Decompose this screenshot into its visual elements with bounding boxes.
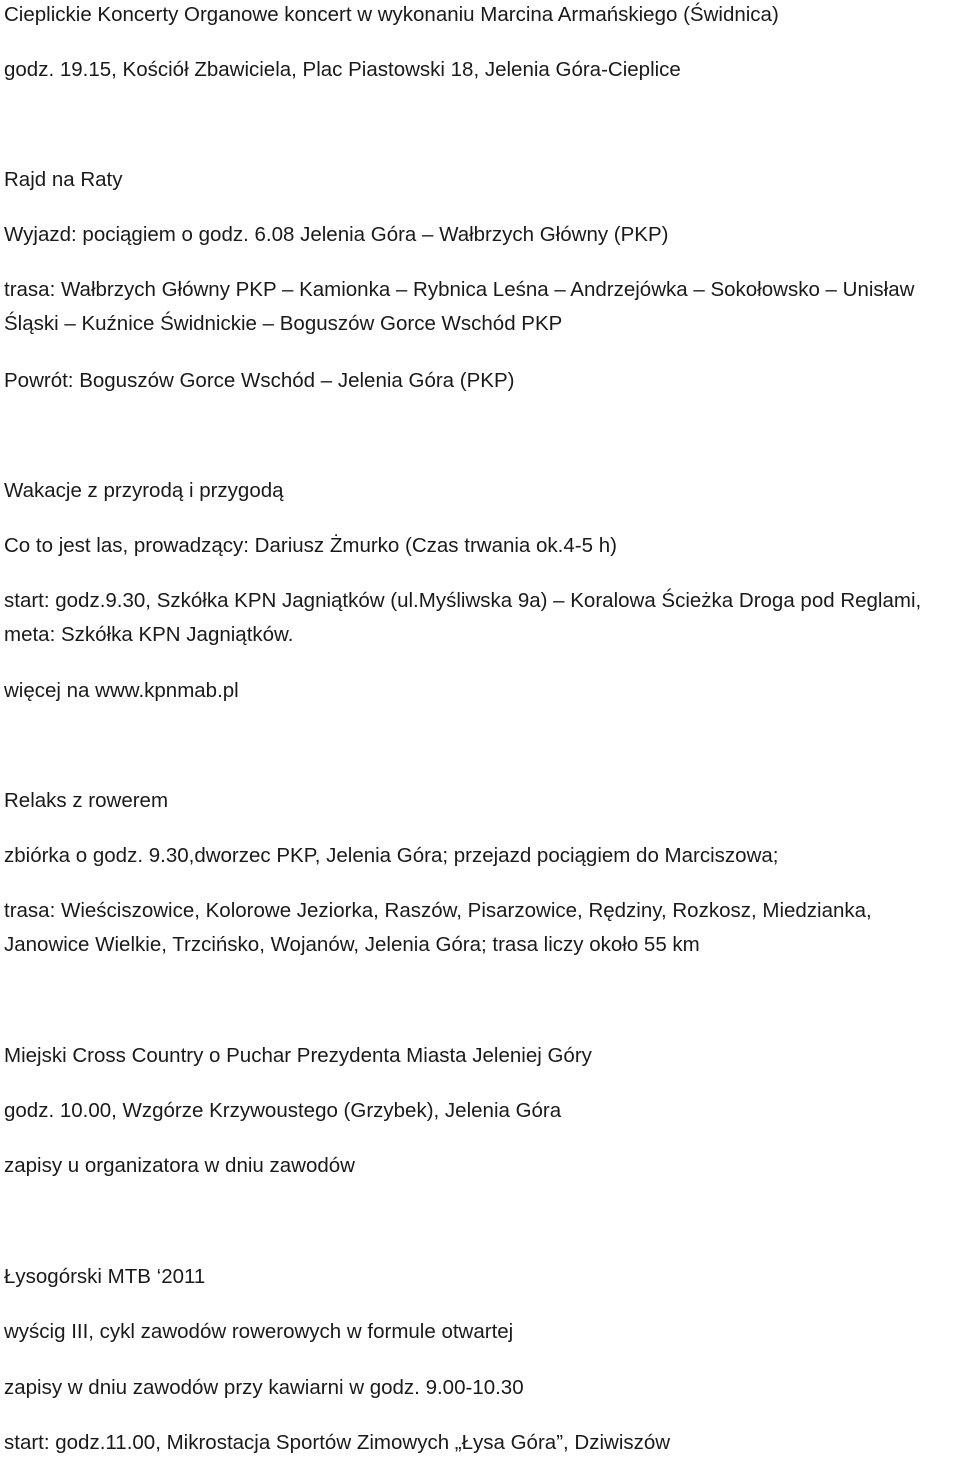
relaks-title: Relaks z rowerem [4, 789, 169, 812]
wakacje-more-link[interactable]: więcej na www.kpnmab.pl [4, 679, 239, 702]
concert-details: godz. 19.15, Kościół Zbawiciela, Plac Piastowski 18, Jelenia Góra-Cieplice [4, 58, 681, 81]
mtb-race: wyścig III, cykl zawodów rowerowych w formule otwartej [4, 1320, 514, 1343]
relaks-meeting: zbiórka o godz. 9.30,dworzec PKP, Jelenia Góra; przejazd pociągiem do Marciszowa; [4, 844, 779, 867]
rajd-title: Rajd na Raty [4, 168, 123, 191]
rajd-return: Powrót: Boguszów Gorce Wschód – Jelenia Góra (PKP) [4, 369, 515, 392]
cross-details: godz. 10.00, Wzgórze Krzywoustego (Grzybek), Jelenia Góra [4, 1099, 562, 1122]
wakacje-start: start: godz.9.30, Szkółka KPN Jagniątków (ul.Myśliwska 9a) – Koralowa Ścieżka Droga pod Reglami, meta: Szkółka KPN Jagniątków. [4, 589, 922, 646]
mtb-start: start: godz.11.00, Mikrostacja Sportów Zimowych „Łysa Góra”, Dziwiszów [4, 1431, 671, 1454]
wakacje-subtitle: Co to jest las, prowadzący: Dariusz Żmurko (Czas trwania ok.4-5 h) [4, 534, 617, 557]
mtb-registration: zapisy w dniu zawodów przy kawiarni w godz. 9.00-10.30 [4, 1376, 524, 1399]
concert-title: Cieplickie Koncerty Organowe koncert w wykonaniu Marcina Armańskiego (Świdnica) [4, 3, 779, 26]
mtb-title: Łysogórski MTB ‘2011 [4, 1265, 206, 1288]
cross-title: Miejski Cross Country o Puchar Prezydenta Miasta Jeleniej Góry [4, 1044, 592, 1067]
cross-registration: zapisy u organizatora w dniu zawodów [4, 1154, 355, 1177]
rajd-departure: Wyjazd: pociągiem o godz. 6.08 Jelenia Góra – Wałbrzych Główny (PKP) [4, 223, 669, 246]
wakacje-title: Wakacje z przyrodą i przygodą [4, 479, 284, 502]
rajd-route: trasa: Wałbrzych Główny PKP – Kamionka – Rybnica Leśna – Andrzejówka – Sokołowsko – Unisław Śląski – Kuźnice Świdnickie – Boguszów Gorce Wschód PKP [4, 278, 915, 335]
relaks-route: trasa: Wieściszowice, Kolorowe Jeziorka, Raszów, Pisarzowice, Rędziny, Rozkosz, Miedzianka, Janowice Wielkie, Trzcińsko, Wojanów, Jelenia Góra; trasa liczy około 55 km [4, 899, 872, 956]
